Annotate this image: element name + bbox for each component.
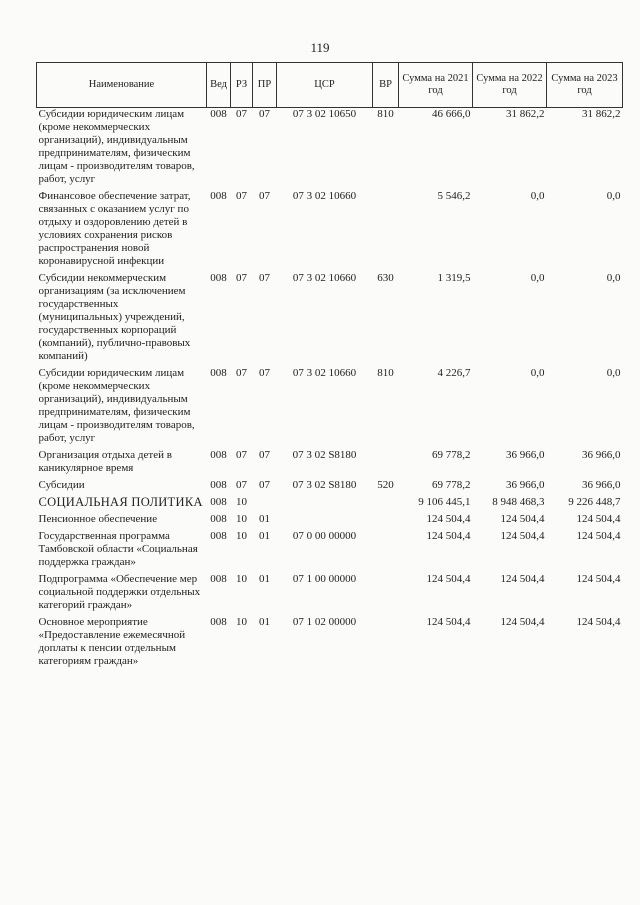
- row-csr: 07 0 00 00000: [292, 530, 357, 542]
- row-vr: 810: [377, 108, 394, 120]
- row-sum-2022: 0,0: [530, 190, 545, 202]
- row-sum-2022: 124 504,4: [500, 573, 545, 585]
- row-pr: 01: [259, 513, 270, 525]
- row-sum-2021: 4 226,7: [437, 367, 471, 379]
- row-rz: 10: [236, 573, 247, 585]
- row-csr: 07 3 02 S8180: [292, 479, 357, 491]
- row-sum-2023: 124 504,4: [576, 513, 621, 525]
- row-pr: [253, 496, 277, 513]
- row-pr: 07: [259, 367, 270, 379]
- row-vr: [373, 449, 399, 479]
- row-csr: [277, 513, 373, 530]
- table-row: [37, 530, 623, 573]
- table-row: [37, 367, 623, 449]
- row-sum-2023: 124 504,4: [576, 616, 621, 628]
- row-csr: 07 1 00 00000: [292, 573, 357, 585]
- row-sum-2023: 0,0: [606, 272, 621, 284]
- row-pr: 01: [259, 530, 270, 542]
- row-sum-2022: 0,0: [530, 367, 545, 379]
- row-pr: 01: [259, 616, 270, 628]
- row-csr: [277, 496, 373, 513]
- row-rz: 07: [236, 190, 247, 202]
- header-name: Наименование: [37, 63, 207, 108]
- row-sum-2021: 1 319,5: [437, 272, 471, 284]
- row-sum-2022: 124 504,4: [500, 616, 545, 628]
- row-sum-2021: 124 504,4: [426, 513, 471, 525]
- row-sum-2021: 124 504,4: [426, 616, 471, 628]
- row-rz: 07: [236, 367, 247, 379]
- row-sum-2021: 5 546,2: [437, 190, 471, 202]
- row-ved: 008: [210, 513, 227, 525]
- header-csr: ЦСР: [277, 63, 373, 108]
- row-name: Государственная программа Тамбовской области «Социальная поддержка граждан»: [38, 530, 198, 568]
- header-rz: РЗ: [231, 63, 253, 108]
- row-pr: 07: [259, 449, 270, 461]
- header-sum-2021: Сумма на 2021 год: [399, 63, 473, 108]
- row-name: Субсидии некоммерческим организациям (за исключением государственных (муниципальных) учреждений, государственных корпораций (компаний), публично-правовых компаний): [38, 272, 191, 362]
- row-sum-2023: 36 966,0: [582, 479, 621, 491]
- header-pr: ПР: [253, 63, 277, 108]
- row-pr: 07: [259, 479, 270, 491]
- row-sum-2023: 0,0: [606, 367, 621, 379]
- row-vr: [373, 496, 399, 513]
- row-sum-2021: 124 504,4: [426, 573, 471, 585]
- row-sum-2023: 124 504,4: [576, 573, 621, 585]
- row-ved: 008: [210, 573, 227, 585]
- row-name: Финансовое обеспечение затрат, связанных с оказанием услуг по отдыху и оздоровлению детей в условиях сохранения рисков распространения новой коронавирусной инфекции: [38, 190, 191, 267]
- header-sum-2023: Сумма на 2023 год: [547, 63, 623, 108]
- row-vr: 810: [377, 367, 394, 379]
- table-row: [37, 496, 623, 513]
- row-sum-2023: 31 862,2: [582, 108, 621, 120]
- row-vr: 520: [377, 479, 394, 491]
- row-sum-2022: 124 504,4: [500, 530, 545, 542]
- row-sum-2021: 46 666,0: [432, 108, 471, 120]
- table-row: [37, 479, 623, 496]
- row-pr: 07: [259, 190, 270, 202]
- table-row: [37, 190, 623, 272]
- row-name: СОЦИАЛЬНАЯ ПОЛИТИКА: [38, 495, 203, 509]
- header-sum-2022: Сумма на 2022 год: [473, 63, 547, 108]
- row-ved: 008: [210, 530, 227, 542]
- row-vr: [373, 513, 399, 530]
- header-vr: ВР: [373, 63, 399, 108]
- row-ved: 008: [210, 449, 227, 461]
- row-name: Субсидии юридическим лицам (кроме некоммерческих организаций), индивидуальным предпринимателям, физическим лицам - производителям товаров, работ, услуг: [38, 108, 195, 185]
- row-sum-2023: 124 504,4: [576, 530, 621, 542]
- row-rz: 10: [236, 496, 247, 508]
- row-sum-2021: 69 778,2: [432, 449, 471, 461]
- row-name: Пенсионное обеспечение: [38, 513, 158, 525]
- table-header-row: [37, 63, 623, 108]
- row-sum-2021: 69 778,2: [432, 479, 471, 491]
- table-row: [37, 272, 623, 367]
- row-name: Подпрограмма «Обеспечение мер социальной поддержки отдельных категорий граждан»: [38, 573, 201, 611]
- row-csr: 07 3 02 10650: [292, 108, 357, 120]
- row-sum-2023: 36 966,0: [582, 449, 621, 461]
- row-sum-2022: 0,0: [530, 272, 545, 284]
- row-rz: 10: [236, 513, 247, 525]
- row-ved: 008: [210, 272, 227, 284]
- budget-table: [36, 62, 623, 672]
- table-row: [37, 449, 623, 479]
- table-row: [37, 108, 623, 191]
- row-pr: 07: [259, 108, 270, 120]
- row-ved: 008: [210, 616, 227, 628]
- header-ved: Вед: [207, 63, 231, 108]
- row-csr: 07 3 02 10660: [292, 367, 357, 379]
- row-sum-2021: 124 504,4: [426, 530, 471, 542]
- table-row: [37, 573, 623, 616]
- row-vr: [373, 573, 399, 616]
- row-sum-2023: 9 226 448,7: [568, 496, 621, 508]
- row-name: Основное мероприятие «Предоставление ежемесячной доплаты к пенсии отдельным категориям граждан»: [38, 616, 186, 667]
- row-ved: 008: [210, 190, 227, 202]
- row-ved: 008: [210, 108, 227, 120]
- row-csr: 07 3 02 10660: [292, 272, 357, 284]
- row-sum-2021: 9 106 445,1: [418, 496, 471, 508]
- row-vr: [373, 530, 399, 573]
- row-rz: 07: [236, 449, 247, 461]
- table-row: [37, 616, 623, 672]
- page-number: 119: [310, 40, 330, 55]
- row-pr: 01: [259, 573, 270, 585]
- row-pr: 07: [259, 272, 270, 284]
- row-csr: 07 3 02 10660: [292, 190, 357, 202]
- row-rz: 07: [236, 108, 247, 120]
- row-ved: 008: [210, 496, 227, 508]
- row-ved: 008: [210, 479, 227, 491]
- row-sum-2022: 31 862,2: [506, 108, 545, 120]
- row-name: Субсидии: [38, 479, 85, 491]
- row-name: Субсидии юридическим лицам (кроме некоммерческих организаций), индивидуальным предпринимателям, физическим лицам - производителям товаров, работ, услуг: [38, 367, 195, 444]
- row-vr: 630: [377, 272, 394, 284]
- row-sum-2022: 124 504,4: [500, 513, 545, 525]
- row-rz: 07: [236, 272, 247, 284]
- row-name: Организация отдыха детей в каникулярное время: [38, 449, 172, 474]
- row-rz: 10: [236, 616, 247, 628]
- row-vr: [373, 616, 399, 672]
- row-sum-2023: 0,0: [606, 190, 621, 202]
- row-sum-2022: 8 948 468,3: [492, 496, 545, 508]
- row-rz: 07: [236, 479, 247, 491]
- row-csr: 07 1 02 00000: [292, 616, 357, 628]
- row-rz: 10: [236, 530, 247, 542]
- row-ved: 008: [210, 367, 227, 379]
- row-sum-2022: 36 966,0: [506, 479, 545, 491]
- row-sum-2022: 36 966,0: [506, 449, 545, 461]
- row-vr: [373, 190, 399, 272]
- row-csr: 07 3 02 S8180: [292, 449, 357, 461]
- table-row: [37, 513, 623, 530]
